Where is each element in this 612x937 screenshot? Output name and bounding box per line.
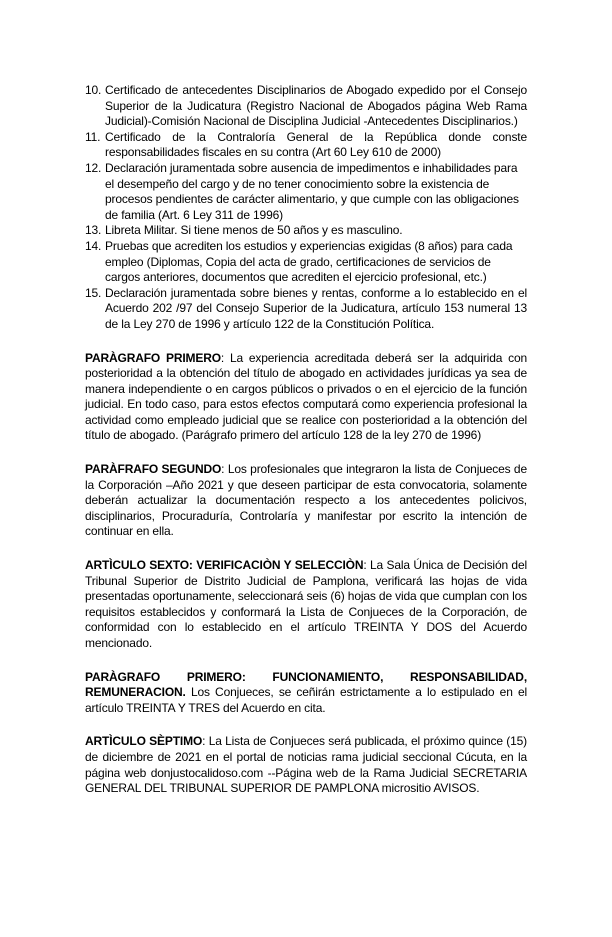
articulo-septimo <box>85 734 527 796</box>
paragraph-body: : La experiencia acreditada deberá ser la adquirida con posterioridad a la obtención del título de abogado en actividades jurídicas ya sea de manera independiente o en cargos públicos o privados o en el ejercicio de la función judicial. En todo caso, para estos efectos computará como experiencia profesional la actividad como empleado judicial que se realice con posterioridad a la obtención del título de abogado. (Parágrafo primero del artículo 128 de la ley 270 de 1996) <box>85 350 528 443</box>
requirements-list <box>85 83 527 333</box>
paragraph-body: : La Sala Única de Decisión del Tribunal Superior de Distrito Judicial de Pamplona, verificará las hojas de vida presentadas oportunamente, seleccionará seis (6) hojas de vida que cumplan con los requisitos establecidos y conformará la Lista de Conjueces de la Corporación, de conformidad con lo establecido en el artículo TREINTA Y DOS del Acuerdo mencionado. <box>85 558 527 650</box>
list-item-text: Certificado de antecedentes Disciplinarios de Abogado expedido por el Consejo Superior de la Judicatura (Registro Nacional de Abogados página Web Rama Judicial)-Comisión Nacional de Disciplina Judicial -Antecedentes Disciplinarios.) <box>105 83 527 129</box>
list-item-text: Pruebas que acrediten los estudios y experiencias exigidas (8 años) para cada empleo (Diplomas, Copia del acta de grado, certificaciones de servicios de cargos anteriores, documentos que acrediten el ejercicio profesional, etc.) <box>105 238 513 285</box>
paragrafo-funcionamiento <box>85 670 527 717</box>
list-item <box>85 223 527 239</box>
document-page <box>85 83 527 797</box>
list-item-number: 11. <box>85 129 101 144</box>
articulo-sexto <box>85 558 527 652</box>
list-item-text: Libreta Militar. Si tiene menos de 50 años y es masculino. <box>105 223 403 238</box>
paragraph-heading: PARÀGRAFO PRIMERO <box>85 350 221 365</box>
paragraph-body: : Los profesionales que integraron la lista de Conjueces de la Corporación –Año 2021 y que deseen participar de esta convocatoria, solamente deberán actualizar la documentación respecto a los antecedentes policivos, disciplinarios, Procuraduría, Controlaría y manifestar por escrito la intención de continuar en ella. <box>85 462 527 539</box>
list-item-number: 12. <box>85 160 102 175</box>
list-item-number: 10. <box>85 83 102 97</box>
paragraph-heading: ARTÌCULO SEXTO: VERIFICACIÒN Y SELECCIÒN <box>85 558 364 573</box>
paragraph-heading: ARTÌCULO SÈPTIMO <box>85 734 203 749</box>
list-item <box>85 239 527 286</box>
list-item <box>85 161 527 223</box>
paragraph-heading: PARÀFRAFO SEGUNDO <box>85 462 222 477</box>
list-item <box>85 130 527 161</box>
paragraph-body: : La Lista de Conjueces será publicada, el próximo quince (15) de diciembre de 2021 en el portal de noticias rama judicial seccional Cúcuta, en la página web donjustocalidoso.com --Página web de la Rama Judicial SECRETARIA GENERAL DEL TRIBUNAL SUPERIOR DE PAMPLONA micrositio AVISOS. <box>85 734 527 796</box>
list-item-text: Declaración juramentada sobre bienes y rentas, conforme a lo establecido en el Acuerdo 202 /97 del Consejo Superior de la Judicatura, artículo 153 numeral 13 de la Ley 270 de 1996 y artículo 122 de la Constitución Política. <box>105 285 527 331</box>
list-item <box>85 286 527 333</box>
paragraph-body: Los Conjueces, se ceñirán estrictamente a lo estipulado en el artículo TREINTA Y TRES del Acuerdo en cita. <box>85 685 527 715</box>
list-item-text: Declaración juramentada sobre ausencia de impedimentos e inhabilidades para el desempeño del cargo y de no tener conocimiento sobre la existencia de procesos pendientes de carácter alimentario, y que cumple con las obligaciones de familia (Art. 6 Ley 311 de 1996) <box>105 160 519 222</box>
list-item-text: Certificado de la Contraloría General de la República donde conste responsabilidades fiscales en su contra (Art 60 Ley 610 de 2000) <box>105 129 527 160</box>
paragraph-heading: PARÀGRAFO PRIMERO: FUNCIONAMIENTO, RESPONSABILIDAD, REMUNERACION. <box>85 669 527 700</box>
paragrafo-primero <box>85 351 527 445</box>
paragrafo-segundo <box>85 462 527 540</box>
list-item-number: 14. <box>85 238 102 253</box>
list-item-number: 13. <box>85 223 102 238</box>
list-item-number: 15. <box>85 285 102 300</box>
list-item <box>85 83 527 130</box>
